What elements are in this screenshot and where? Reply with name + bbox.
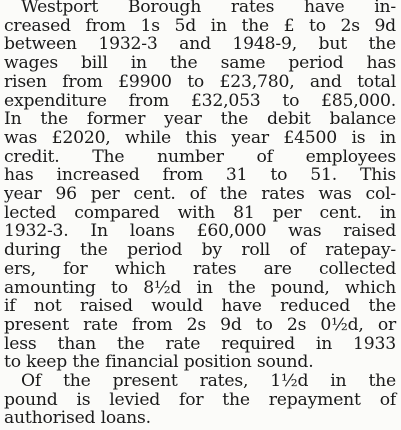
paragraph-1-line-20: to keep the financial position sound.: [4, 352, 314, 373]
paragraph-1-line-19: less than the rate required in 1933: [4, 333, 396, 354]
paragraph-1-line-16: amounting to 8½d in the pound, which: [4, 277, 396, 298]
paragraph-1-line-10: has increased from 31 to 51. This: [4, 165, 396, 186]
paragraph-1-line-11: year 96 per cent. of the rates was col-: [4, 184, 396, 204]
paragraph-1-line-8: was £2020, while this year £4500 is in: [4, 127, 396, 148]
paragraph-1-line-7: In the former year the debit balance: [4, 109, 396, 130]
paragraph-1-line-9: credit. The number of employees: [4, 146, 396, 167]
paragraph-1-line-5: risen from £9900 to £23,780, and total: [4, 71, 396, 92]
paragraph-1-line-1: Westport Borough rates have in-: [21, 0, 396, 17]
paragraph-1-line-14: during the period by roll of ratepay-: [4, 240, 396, 261]
paragraph-1-line-2: creased from 1s 5d in the £ to 2s 9d: [4, 15, 396, 36]
paragraph-1-line-12: lected compared with 81 per cent. in: [4, 202, 396, 223]
paragraph-1-line-3: between 1932-3 and 1948-9, but the: [4, 34, 396, 55]
paragraph-1-line-6: expenditure from £32,053 to £85,000.: [4, 90, 396, 111]
paragraph-1-line-18: present rate from 2s 9d to 2s 0½d, or: [4, 314, 396, 335]
paragraph-1-line-13: 1932-3. In loans £60,000 was raised: [4, 221, 396, 242]
paragraph-2-line-3: authorised loans.: [4, 408, 151, 429]
paragraph-2-line-1: Of the present rates, 1½d in the: [21, 371, 396, 391]
paragraph-1-line-15: ers, for which rates are collected: [4, 258, 396, 279]
paragraph-1-line-17: if not raised would have reduced the: [4, 296, 396, 317]
paragraph-2-line-2: pound is levied for the repayment of: [4, 389, 396, 410]
paragraph-1-line-4: wages bill in the same period has: [4, 53, 396, 74]
